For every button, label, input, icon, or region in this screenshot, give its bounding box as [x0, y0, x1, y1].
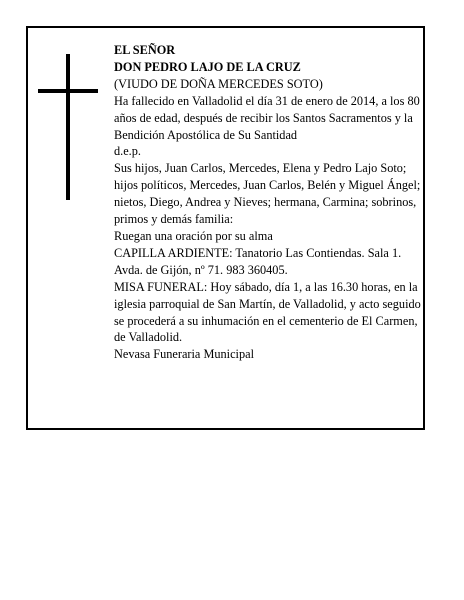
obituary-notice: [26, 26, 425, 430]
funeral-home: Nevasa Funeraria Municipal: [114, 347, 254, 362]
funeral-paragraph: MISA FUNERAL: Hoy sábado, día 1, a las 16.30 horas, en la iglesia parroquial de San Martín, de Valladolid, y acto seguido se procederá a su inhumación en el cementerio de El Carmen, de Valladolid.: [114, 279, 421, 345]
family-paragraph: Sus hijos, Juan Carlos, Mercedes, Elena y Pedro Lajo Soto; hijos políticos, Mercedes, Juan Carlos, Belén y Miguel Ángel; nietos, Diego, Andrea y Nieves; hermana, Carmina; sobrinos, primos y demás familia:: [114, 161, 421, 227]
cross-vertical-bar: [66, 54, 70, 200]
prayer-request: Ruegan una oración por su alma: [114, 228, 273, 243]
title-line: EL SEÑOR: [114, 43, 176, 57]
chapel-paragraph: CAPILLA ARDIENTE: Tanatorio Las Contiendas. Sala 1. Avda. de Gijón, nº 71. 983 360405.: [114, 245, 402, 277]
widower-line: (VIUDO DE DOÑA MERCEDES SOTO): [114, 76, 323, 91]
rip-text: d.e.p.: [114, 144, 141, 159]
cross-horizontal-bar: [38, 89, 98, 93]
cross-icon: [38, 54, 98, 200]
deceased-name: DON PEDRO LAJO DE LA CRUZ: [114, 59, 301, 74]
notice-text: [114, 42, 422, 363]
death-paragraph: Ha fallecido en Valladolid el día 31 de enero de 2014, a los 80 años de edad, después de recibir los Santos Sacramentos y la Bendición Apostólica de Su Santidad: [114, 93, 420, 142]
